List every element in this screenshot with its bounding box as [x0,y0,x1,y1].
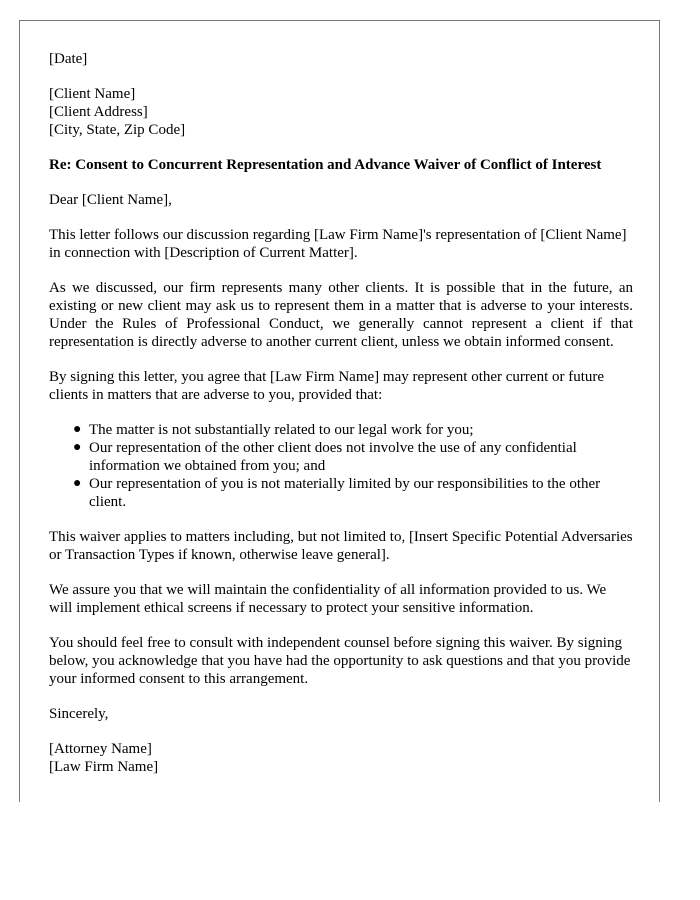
condition-text: Our representation of you is not materially limited by our responsibilities to the other client. [89,476,601,510]
letter-page [19,20,660,802]
paragraph-agreement: By signing this letter, you agree that [Law Firm Name] may represent other current or future clients in matters that are adverse to you, provided that: [49,369,605,403]
date-line [49,50,633,68]
letter-date: [Date] [49,51,88,67]
recipient-name: [Client Name] [49,86,136,102]
recipient-address: [Client Address] [49,104,148,120]
condition-text: The matter is not substantially related to our legal work for you; [89,422,474,438]
paragraph-intro: This letter follows our discussion regarding [Law Firm Name]'s representation of [Client Name] in connection with [Description of Current Matter]. [49,227,627,261]
firm-name: [Law Firm Name] [49,759,159,775]
list-item [73,439,633,475]
recipient-address-block [49,85,633,139]
bullet-icon: ● [73,422,82,437]
sign-off: Sincerely, [49,706,109,722]
paragraph-conflict-explanation: As we discussed, our firm represents many other clients. It is possible that in the future, an existing or new client may ask us to represent them in a matter that is adverse to your interests. Under the Rules of Professional Conduct, we generally cannot represent a client if that representation is directly adverse to another current client, unless we obtain informed consent. [49,280,633,350]
conditions-list [49,421,633,511]
salutation: Dear [Client Name], [49,192,172,208]
subject-line: Re: Consent to Concurrent Representation and Advance Waiver of Conflict of Interest [49,157,602,173]
paragraph-confidentiality: We assure you that we will maintain the confidentiality of all information provided to us. We will implement ethical screens if necessary to protect your sensitive information. [49,582,607,616]
signature-block [49,740,633,776]
recipient-city-state-zip: [City, State, Zip Code] [49,122,186,138]
attorney-name: [Attorney Name] [49,741,152,757]
letter-body [49,50,633,776]
bullet-icon: ● [73,476,82,491]
list-item [73,475,633,511]
condition-text: Our representation of the other client does not involve the use of any confidential information we obtained from you; and [89,440,577,474]
paragraph-waiver-scope: This waiver applies to matters including, but not limited to, [Insert Specific Potential Adversaries or Transaction Types if known, otherwise leave general]. [49,529,633,563]
paragraph-independent-counsel: You should feel free to consult with independent counsel before signing this waiver. By signing below, you acknowledge that you have had the opportunity to ask questions and that you provide your informed consent to this arrangement. [49,635,631,687]
list-item [73,421,633,439]
bullet-icon: ● [73,440,82,455]
